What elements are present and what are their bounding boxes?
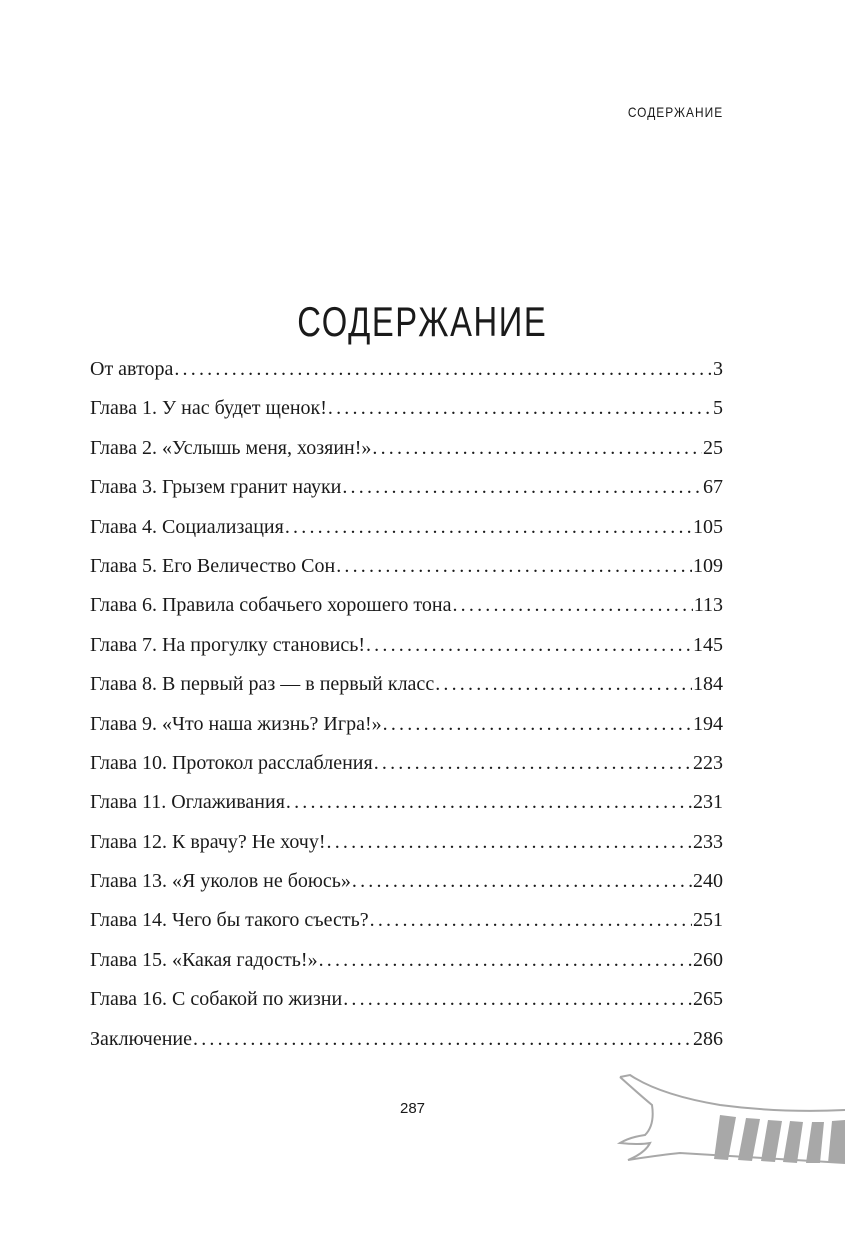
toc-entry-label: От автора xyxy=(90,358,174,380)
toc-entry-page: 231 xyxy=(693,791,723,814)
toc-entry-label: Глава 3. Грызем гранит науки xyxy=(90,476,342,499)
toc-entry-label: Глава 6. Правила собачьего хорошего тона xyxy=(90,594,452,617)
toc-entry xyxy=(90,909,723,948)
toc-entry-label: Глава 12. К врачу? Не хочу! xyxy=(90,830,326,853)
dot-leader xyxy=(352,870,692,893)
dot-leader xyxy=(327,831,692,854)
toc-entry xyxy=(90,831,723,870)
toc-entry-page: 251 xyxy=(693,909,723,932)
dot-leader xyxy=(343,988,692,1011)
toc-entry xyxy=(90,713,723,752)
dot-leader xyxy=(372,437,702,460)
toc-entry-page: 25 xyxy=(703,436,723,459)
toc-entry xyxy=(90,752,723,791)
toc-entry xyxy=(90,634,723,673)
toc-entry-label: Глава 10. Протокол расслабления xyxy=(90,751,373,774)
toc-entry-label: Глава 7. На прогулку становись! xyxy=(90,633,365,656)
toc-entry-label: Глава 13. «Я уколов не боюсь» xyxy=(90,870,351,893)
toc-entry xyxy=(90,476,723,515)
toc-entry xyxy=(90,516,723,555)
toc-entry xyxy=(90,437,723,476)
toc-entry-page: 145 xyxy=(693,633,723,656)
toc-entry-label: Глава 4. Социализация xyxy=(90,515,284,538)
toc-entry-page: 113 xyxy=(693,594,723,617)
toc-entry xyxy=(90,791,723,830)
toc-entry-page: 105 xyxy=(693,515,723,538)
toc-entry-label: Глава 5. Его Величество Сон xyxy=(90,554,336,577)
toc-entry-page: 286 xyxy=(693,1027,723,1050)
toc-entry-page: 260 xyxy=(693,948,723,971)
toc-entry xyxy=(90,673,723,712)
toc-entry xyxy=(90,555,723,594)
dot-leader xyxy=(452,594,692,617)
toc-entry-label: Глава 8. В первый раз — в первый класс xyxy=(90,673,435,696)
dot-leader xyxy=(374,752,692,775)
dot-leader xyxy=(370,909,692,932)
striped-dog-illustration xyxy=(600,1065,845,1175)
page-number: 287 xyxy=(399,1100,426,1117)
toc-entry-label: Глава 9. «Что наша жизнь? Игра!» xyxy=(90,712,382,735)
dot-leader xyxy=(193,1028,692,1051)
toc-entry-page: 194 xyxy=(693,712,723,735)
toc-entry-label: Заключение xyxy=(90,1027,192,1050)
toc-entry-page: 265 xyxy=(693,988,723,1011)
dot-leader xyxy=(174,358,712,381)
toc-entry-page: 223 xyxy=(693,751,723,774)
dot-leader xyxy=(285,516,692,539)
toc-entry xyxy=(90,594,723,633)
page-title: СОДЕРЖАНИЕ xyxy=(297,298,548,345)
toc-entry-page: 184 xyxy=(693,673,723,696)
dot-leader xyxy=(383,713,692,736)
toc-entry xyxy=(90,397,723,436)
toc-entry-label: Глава 2. «Услышь меня, хозяин!» xyxy=(90,436,372,459)
toc-entry-page: 5 xyxy=(713,397,723,420)
toc-entry xyxy=(90,358,723,397)
toc-entry-label: Глава 11. Оглаживания xyxy=(90,791,285,814)
toc-entry xyxy=(90,1028,723,1067)
toc-entry-page: 67 xyxy=(703,476,723,499)
toc-entry-label: Глава 15. «Какая гадость!» xyxy=(90,948,318,971)
dot-leader xyxy=(319,949,692,972)
toc-entry-label: Глава 1. У нас будет щенок! xyxy=(90,397,327,420)
dot-leader xyxy=(342,476,702,499)
toc-entry-page: 240 xyxy=(693,870,723,893)
toc-entry xyxy=(90,949,723,988)
dot-leader xyxy=(435,673,692,696)
toc-entry-label: Глава 14. Чего бы такого съесть? xyxy=(90,909,369,932)
toc-entry-page: 233 xyxy=(693,830,723,853)
running-head: СОДЕРЖАНИЕ xyxy=(627,104,723,120)
toc-entry-page: 109 xyxy=(693,554,723,577)
dot-leader xyxy=(286,791,692,814)
dot-leader xyxy=(366,634,692,657)
table-of-contents xyxy=(90,358,723,1067)
toc-entry-page: 3 xyxy=(713,358,723,380)
toc-entry xyxy=(90,870,723,909)
dot-leader xyxy=(328,397,712,420)
dot-leader xyxy=(336,555,692,578)
toc-entry xyxy=(90,988,723,1027)
toc-entry-label: Глава 16. С собакой по жизни xyxy=(90,988,343,1011)
